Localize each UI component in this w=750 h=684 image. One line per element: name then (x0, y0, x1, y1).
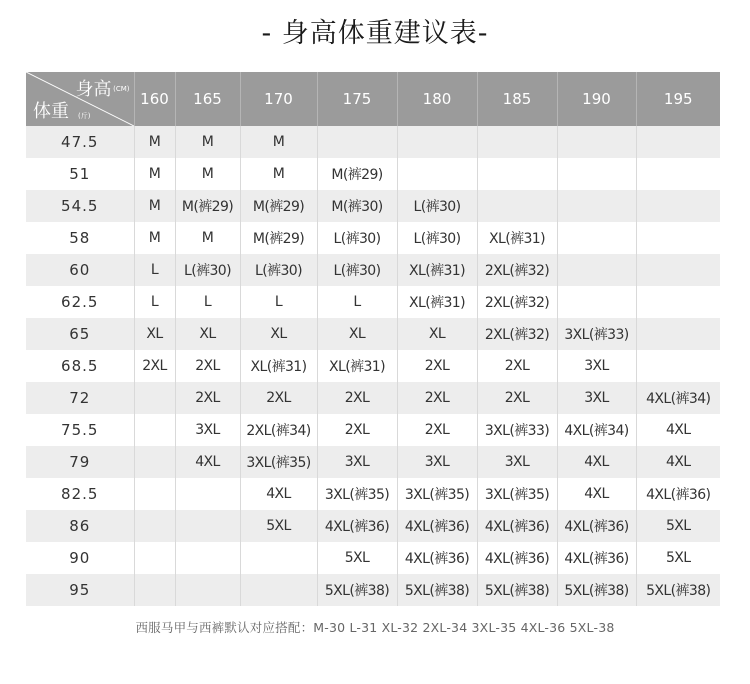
size-cell: 2XL (397, 350, 477, 382)
size-cell (397, 126, 477, 158)
size-cell: 2XL (317, 382, 397, 414)
size-cell: 4XL(裤36) (557, 542, 636, 574)
size-cell: 5XL (636, 542, 720, 574)
size-cell: XL(裤31) (397, 286, 477, 318)
size-cell: 4XL(裤36) (317, 510, 397, 542)
table-row (26, 126, 720, 158)
size-cell: 3XL (175, 414, 240, 446)
size-cell: L(裤30) (317, 254, 397, 286)
size-cell (175, 478, 240, 510)
weight-cell: 82.5 (61, 485, 99, 503)
size-cell: 5XL(裤38) (317, 574, 397, 606)
size-cell: XL (175, 318, 240, 350)
weight-cell: 47.5 (61, 133, 99, 151)
size-cell: L (134, 286, 175, 318)
size-table-body (26, 126, 720, 606)
table-row (26, 382, 720, 414)
size-cell: M(裤29) (317, 158, 397, 190)
table-row (26, 446, 720, 478)
weight-cell: 58 (69, 229, 91, 247)
size-cell (134, 446, 175, 478)
size-cell: L(裤30) (397, 190, 477, 222)
size-cell: 4XL (636, 446, 720, 478)
weight-cell: 72 (69, 389, 91, 407)
size-cell (557, 254, 636, 286)
size-cell (175, 510, 240, 542)
size-cell: M (240, 158, 317, 190)
size-cell: 4XL (636, 414, 720, 446)
size-cell: M (175, 126, 240, 158)
size-cell: 4XL(裤36) (477, 542, 557, 574)
size-cell: L (175, 286, 240, 318)
weight-cell: 86 (69, 517, 91, 535)
size-cell: 2XL (397, 382, 477, 414)
size-cell (557, 222, 636, 254)
size-cell: XL(裤31) (477, 222, 557, 254)
size-cell: XL(裤31) (397, 254, 477, 286)
size-cell: XL (134, 318, 175, 350)
size-cell: 2XL (477, 382, 557, 414)
height-header-cell: 190 (557, 72, 636, 126)
size-cell (477, 158, 557, 190)
size-cell (134, 382, 175, 414)
weight-cell: 54.5 (61, 197, 99, 215)
size-cell: L (134, 254, 175, 286)
size-cell: L(裤30) (397, 222, 477, 254)
size-cell (636, 254, 720, 286)
size-cell (557, 126, 636, 158)
table-row (26, 254, 720, 286)
table-row (26, 190, 720, 222)
size-cell: 2XL (397, 414, 477, 446)
size-cell (134, 574, 175, 606)
weight-cell: 90 (69, 549, 91, 567)
size-cell: 3XL(裤33) (557, 318, 636, 350)
size-cell: 3XL(裤35) (477, 478, 557, 510)
size-cell: 3XL (557, 350, 636, 382)
size-cell: 4XL(裤36) (557, 510, 636, 542)
size-cell: 5XL(裤38) (477, 574, 557, 606)
size-cell: 2XL (477, 350, 557, 382)
size-cell: M(裤30) (317, 190, 397, 222)
weight-unit-label: (斤) (78, 112, 91, 120)
weight-axis-label: 体重 (33, 101, 69, 122)
size-cell: 5XL (636, 510, 720, 542)
size-cell: L (240, 286, 317, 318)
size-cell: 5XL (317, 542, 397, 574)
size-cell: 2XL(裤32) (477, 254, 557, 286)
height-header-cell: 175 (317, 72, 397, 126)
size-cell: 4XL(裤36) (397, 510, 477, 542)
size-cell (175, 542, 240, 574)
size-cell: 4XL (240, 478, 317, 510)
table-row (26, 222, 720, 254)
weight-cell: 75.5 (61, 421, 99, 439)
size-cell: M (175, 158, 240, 190)
size-cell (557, 190, 636, 222)
size-cell: 3XL (477, 446, 557, 478)
weight-cell: 65 (69, 325, 91, 343)
size-cell: 4XL (557, 446, 636, 478)
size-cell: 2XL(裤32) (477, 286, 557, 318)
height-header-cell: 180 (397, 72, 477, 126)
size-cell (134, 414, 175, 446)
table-row (26, 318, 720, 350)
size-cell: XL (397, 318, 477, 350)
table-row (26, 574, 720, 606)
size-cell (557, 286, 636, 318)
size-cell: 2XL(裤32) (477, 318, 557, 350)
size-cell: XL(裤31) (240, 350, 317, 382)
table-row (26, 510, 720, 542)
size-cell: 2XL (175, 350, 240, 382)
size-cell: 4XL(裤34) (557, 414, 636, 446)
height-axis-label: 身高 (75, 79, 112, 100)
weight-cell: 95 (69, 581, 91, 599)
weight-cell: 51 (69, 165, 91, 183)
table-row (26, 158, 720, 190)
size-cell: 5XL (240, 510, 317, 542)
size-cell (134, 478, 175, 510)
size-cell (134, 510, 175, 542)
size-cell: XL (317, 318, 397, 350)
size-cell: 4XL(裤36) (477, 510, 557, 542)
size-cell: 4XL(裤34) (636, 382, 720, 414)
size-cell: 5XL(裤38) (636, 574, 720, 606)
size-cell: 3XL(裤33) (477, 414, 557, 446)
size-cell (175, 574, 240, 606)
size-cell: 2XL (240, 382, 317, 414)
size-cell: M (134, 222, 175, 254)
size-cell: M (240, 126, 317, 158)
height-header-cell: 165 (175, 72, 240, 126)
size-cell: 2XL(裤34) (240, 414, 317, 446)
size-cell: 3XL(裤35) (240, 446, 317, 478)
size-cell: M(裤29) (240, 190, 317, 222)
size-cell: L (317, 286, 397, 318)
size-cell (636, 190, 720, 222)
size-cell: 4XL (557, 478, 636, 510)
size-cell: 5XL(裤38) (557, 574, 636, 606)
size-cell: M (134, 158, 175, 190)
size-cell: 2XL (175, 382, 240, 414)
size-cell (477, 190, 557, 222)
size-cell: 2XL (317, 414, 397, 446)
size-cell (636, 286, 720, 318)
size-cell: 4XL (175, 446, 240, 478)
size-cell: 3XL (317, 446, 397, 478)
size-cell: M(裤29) (175, 190, 240, 222)
size-cell (317, 126, 397, 158)
size-cell: XL(裤31) (317, 350, 397, 382)
size-cell: 3XL(裤35) (317, 478, 397, 510)
size-cell (397, 158, 477, 190)
size-cell (240, 542, 317, 574)
size-cell (557, 158, 636, 190)
size-cell (636, 350, 720, 382)
size-cell: 4XL(裤36) (636, 478, 720, 510)
size-cell: L(裤30) (240, 254, 317, 286)
size-cell (134, 542, 175, 574)
height-header-cell: 160 (134, 72, 175, 126)
size-cell (636, 318, 720, 350)
size-cell: 3XL(裤35) (397, 478, 477, 510)
table-row (26, 478, 720, 510)
table-row (26, 414, 720, 446)
table-row (26, 542, 720, 574)
height-header-cell: 185 (477, 72, 557, 126)
height-unit-label: (CM) (113, 85, 130, 93)
size-cell: 2XL (134, 350, 175, 382)
size-chart-table (26, 72, 720, 606)
page-title: - 身高体重建议表- (261, 18, 489, 49)
height-header-cell: 170 (240, 72, 317, 126)
size-cell: M (134, 190, 175, 222)
height-header-cell: 195 (636, 72, 720, 126)
footnote: 西服马甲与西裤默认对应搭配：M-30 L-31 XL-32 2XL-34 3XL-35 4XL-36 5XL-38 (135, 620, 615, 635)
size-cell (636, 158, 720, 190)
size-cell (240, 574, 317, 606)
size-cell: 3XL (557, 382, 636, 414)
size-cell: 3XL (397, 446, 477, 478)
weight-cell: 68.5 (61, 357, 99, 375)
size-cell: XL (240, 318, 317, 350)
weight-cell: 79 (69, 453, 91, 471)
size-cell: 5XL(裤38) (397, 574, 477, 606)
size-cell (636, 126, 720, 158)
size-cell: L(裤30) (175, 254, 240, 286)
size-cell: M(裤29) (240, 222, 317, 254)
corner-header-cell (26, 72, 134, 126)
size-cell: M (175, 222, 240, 254)
table-row (26, 286, 720, 318)
weight-cell: 60 (69, 261, 91, 279)
table-row (26, 350, 720, 382)
size-cell: L(裤30) (317, 222, 397, 254)
size-cell (477, 126, 557, 158)
size-cell: M (134, 126, 175, 158)
size-cell: 4XL(裤36) (397, 542, 477, 574)
weight-cell: 62.5 (61, 293, 99, 311)
header-row (26, 72, 720, 126)
size-cell (636, 222, 720, 254)
